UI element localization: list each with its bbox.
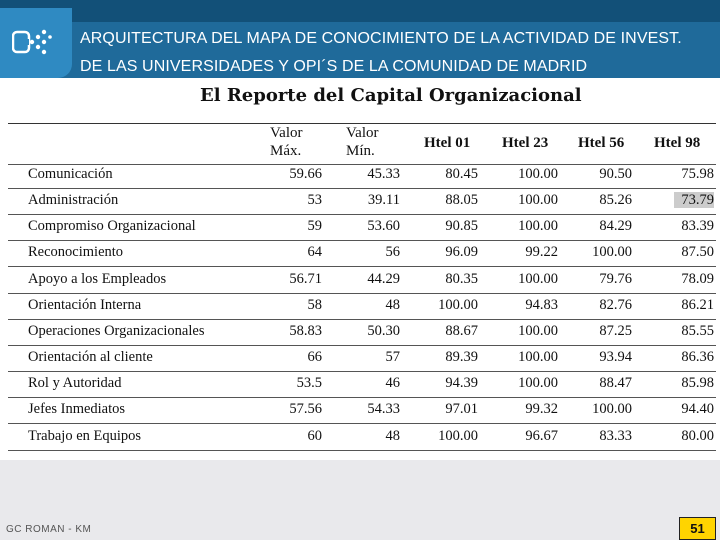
cell-h56: 87.25 xyxy=(599,323,632,339)
row-label: Compromiso Organizacional xyxy=(28,218,196,234)
row-divider xyxy=(8,397,716,398)
row-label: Jefes Inmediatos xyxy=(28,401,126,417)
cell-h23: 100.00 xyxy=(518,375,558,391)
cell-h56: 83.33 xyxy=(599,428,632,444)
cell-h01: 100.00 xyxy=(438,297,478,313)
row-label: Comunicación xyxy=(28,166,113,182)
cell-min: 46 xyxy=(385,375,400,391)
page-number-badge: 51 xyxy=(679,517,716,540)
cell-min: 54.33 xyxy=(367,401,400,417)
row-divider xyxy=(8,319,716,320)
cell-h98: 87.50 xyxy=(681,244,714,260)
cell-max: 57.56 xyxy=(289,401,322,417)
col-header-max-line2: Máx. xyxy=(270,143,302,159)
cell-h56: 93.94 xyxy=(599,349,632,365)
row-label: Orientación Interna xyxy=(28,297,142,313)
cell-h23: 100.00 xyxy=(518,192,558,208)
cell-h23: 100.00 xyxy=(518,349,558,365)
table-top-border xyxy=(8,123,716,124)
cell-max: 58 xyxy=(307,297,322,313)
cell-h56: 88.47 xyxy=(599,375,632,391)
cell-h56: 100.00 xyxy=(592,401,632,417)
cell-h56: 82.76 xyxy=(599,297,632,313)
cell-max: 56.71 xyxy=(289,271,322,287)
col-header-min-line2: Mín. xyxy=(346,143,375,159)
row-divider xyxy=(8,266,716,267)
cell-h98: 85.55 xyxy=(681,323,714,339)
cell-min: 57 xyxy=(385,349,400,365)
cell-h98: 85.98 xyxy=(681,375,714,391)
cell-h01: 89.39 xyxy=(445,349,478,365)
cell-max: 53 xyxy=(307,192,322,208)
row-divider xyxy=(8,450,716,451)
cell-min: 44.29 xyxy=(367,271,400,287)
row-divider xyxy=(8,293,716,294)
cell-h56: 100.00 xyxy=(592,244,632,260)
cell-max: 53.5 xyxy=(296,375,322,391)
cell-h01: 88.05 xyxy=(445,192,478,208)
cell-max: 59.66 xyxy=(289,166,322,182)
cell-h23: 100.00 xyxy=(518,166,558,182)
cell-max: 64 xyxy=(307,244,322,260)
cell-h98: 86.36 xyxy=(681,349,714,365)
header-title-line1: ARQUITECTURA DEL MAPA DE CONOCIMIENTO DE LA ACTIVIDAD DE INVEST. xyxy=(80,30,682,47)
cell-min: 48 xyxy=(385,428,400,444)
cell-max: 59 xyxy=(307,218,322,234)
row-divider xyxy=(8,371,716,372)
row-label: Trabajo en Equipos xyxy=(28,428,142,444)
col-header-htel98: Htel 98 xyxy=(654,135,701,151)
logo-icon xyxy=(12,28,52,58)
cell-h01: 80.45 xyxy=(445,166,478,182)
cell-h23: 100.00 xyxy=(518,271,558,287)
capital-table xyxy=(0,108,720,458)
cell-h98: 78.09 xyxy=(681,271,714,287)
header-top-band xyxy=(0,0,720,22)
col-header-max-line1: Valor xyxy=(270,125,303,141)
cell-h01: 100.00 xyxy=(438,428,478,444)
row-label: Apoyo a los Empleados xyxy=(28,271,167,287)
cell-min: 53.60 xyxy=(367,218,400,234)
row-label: Operaciones Organizacionales xyxy=(28,323,205,339)
cell-min: 50.30 xyxy=(367,323,400,339)
cell-h01: 94.39 xyxy=(445,375,478,391)
cell-h01: 90.85 xyxy=(445,218,478,234)
cell-h56: 79.76 xyxy=(599,271,632,287)
footer-bar xyxy=(0,460,720,540)
cell-h56: 85.26 xyxy=(599,192,632,208)
cell-max: 60 xyxy=(307,428,322,444)
slide-header xyxy=(0,0,720,78)
report-title: El Reporte del Capital Organizacional xyxy=(200,85,582,106)
header-divider xyxy=(8,164,716,165)
cell-h23: 99.32 xyxy=(525,401,558,417)
cell-h01: 96.09 xyxy=(445,244,478,260)
col-header-htel56: Htel 56 xyxy=(578,135,625,151)
footer-label: GC ROMAN - KM xyxy=(6,524,92,535)
cell-h98: 83.39 xyxy=(681,218,714,234)
row-divider xyxy=(8,214,716,215)
cell-h23: 100.00 xyxy=(518,218,558,234)
cell-h23: 99.22 xyxy=(525,244,558,260)
col-header-htel23: Htel 23 xyxy=(502,135,549,151)
row-divider xyxy=(8,240,716,241)
cell-h56: 84.29 xyxy=(599,218,632,234)
row-divider xyxy=(8,188,716,189)
cell-h98: 94.40 xyxy=(681,401,714,417)
col-header-min-line1: Valor xyxy=(346,125,379,141)
row-label: Reconocimiento xyxy=(28,244,124,260)
row-divider xyxy=(8,423,716,424)
row-divider xyxy=(8,345,716,346)
cell-h23: 96.67 xyxy=(525,428,558,444)
logo xyxy=(0,8,72,78)
cell-h98: 80.00 xyxy=(681,428,714,444)
cell-h98: 75.98 xyxy=(681,166,714,182)
cell-max: 58.83 xyxy=(289,323,322,339)
cell-min: 39.11 xyxy=(367,192,400,208)
row-label: Rol y Autoridad xyxy=(28,375,122,391)
cell-h98: 86.21 xyxy=(681,297,714,313)
col-header-htel01: Htel 01 xyxy=(424,135,471,151)
cell-max: 66 xyxy=(307,349,322,365)
row-label: Orientación al cliente xyxy=(28,349,153,365)
cell-h56: 90.50 xyxy=(599,166,632,182)
header-title-line2: DE LAS UNIVERSIDADES Y OPI´S DE LA COMUNIDAD DE MADRID xyxy=(80,58,588,75)
cell-h01: 80.35 xyxy=(445,271,478,287)
cell-min: 48 xyxy=(385,297,400,313)
cell-min: 45.33 xyxy=(367,166,400,182)
cell-h23: 94.83 xyxy=(525,297,558,313)
cell-h98: 73.79 xyxy=(674,192,714,208)
cell-min: 56 xyxy=(385,244,400,260)
row-label: Administración xyxy=(28,192,119,208)
cell-h01: 88.67 xyxy=(445,323,478,339)
cell-h23: 100.00 xyxy=(518,323,558,339)
cell-h01: 97.01 xyxy=(445,401,478,417)
